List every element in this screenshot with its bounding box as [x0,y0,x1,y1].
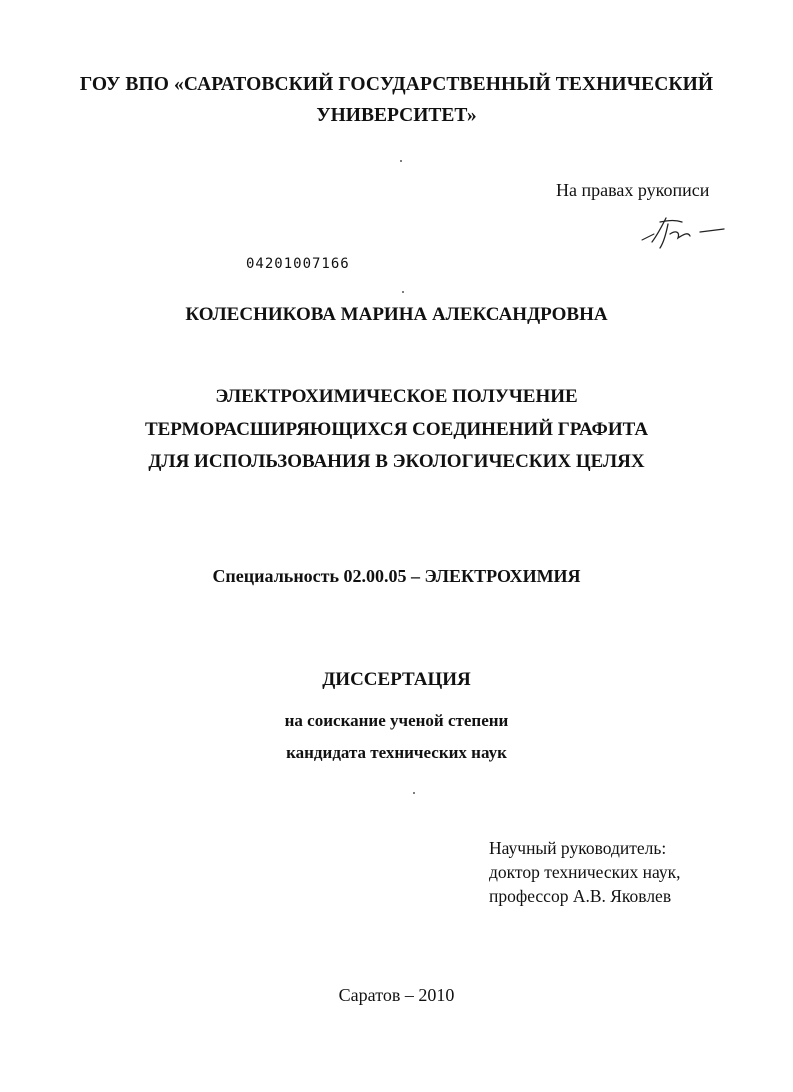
archive-number: 04201007166 [246,256,350,272]
specialty: Специальность 02.00.05 – ЭЛЕКТРОХИМИЯ [212,566,581,586]
rights-note: На правах рукописи [556,180,710,200]
supervisor-name: профессор А.В. Яковлев [489,886,672,906]
author-name: КОЛЕСНИКОВА МАРИНА АЛЕКСАНДРОВНА [185,304,608,325]
signature-icon [640,212,730,252]
title-line-3: ДЛЯ ИСПОЛЬЗОВАНИЯ В ЭКОЛОГИЧЕСКИХ ЦЕЛЯХ [148,451,645,472]
city-year: Саратов – 2010 [338,985,455,1005]
scan-speck [400,160,402,162]
title-line-1: ЭЛЕКТРОХИМИЧЕСКОЕ ПОЛУЧЕНИЕ [215,386,578,407]
supervisor-label: Научный руководитель: [489,838,667,858]
scan-speck [413,792,415,794]
institution-line-1: ГОУ ВПО «САРАТОВСКИЙ ГОСУДАРСТВЕННЫЙ ТЕХНИЧЕСКИЙ [79,74,714,95]
degree-line-1: на соискание ученой степени [284,711,509,730]
title-line-2: ТЕРМОРАСШИРЯЮЩИХСЯ СОЕДИНЕНИЙ ГРАФИТА [144,419,649,440]
institution-line-2: УНИВЕРСИТЕТ» [316,105,477,126]
document-type: ДИССЕРТАЦИЯ [322,669,471,690]
scan-speck [402,291,404,293]
degree-line-2: кандидата технических наук [286,743,507,762]
supervisor-degree: доктор технических наук, [489,862,681,882]
